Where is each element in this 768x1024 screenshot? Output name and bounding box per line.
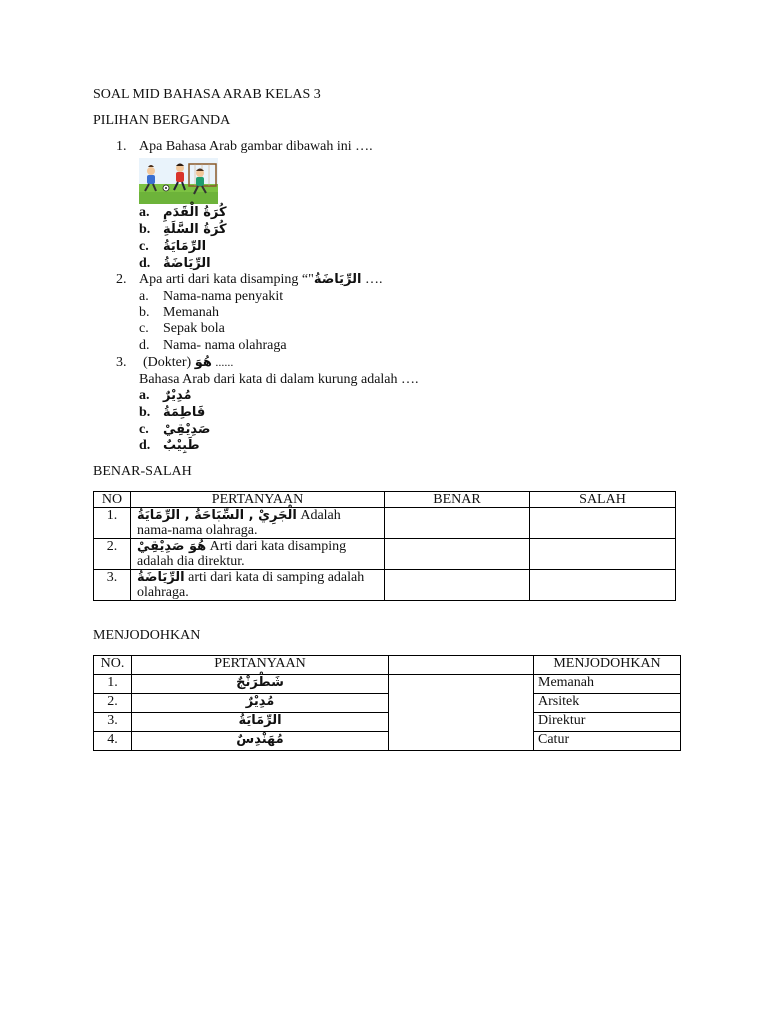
column-header-no: NO. bbox=[94, 656, 132, 675]
column-header-false: SALAH bbox=[530, 492, 676, 508]
matching-header-row bbox=[94, 656, 681, 675]
row-question-arabic: الْجَرِيْ , السِّبَاحَةُ , الرِّمَايَةُ bbox=[137, 508, 297, 523]
question-2-option-b-text: Memanah bbox=[163, 305, 219, 320]
question-3-option-c-letter: c. bbox=[139, 422, 149, 437]
row-question-text: Adalah bbox=[300, 508, 341, 523]
row-question-text: arti dari kata di samping adalah bbox=[188, 570, 365, 585]
column-header-no: NO bbox=[94, 492, 131, 508]
row-number: 1. bbox=[94, 675, 132, 694]
question-3-option-b-text: فَاطِمَةُ bbox=[163, 405, 206, 420]
row-question bbox=[131, 508, 385, 539]
section-heading-multiple-choice: PILIHAN BERGANDA bbox=[93, 113, 231, 128]
true-false-header-row bbox=[94, 492, 676, 508]
table-row bbox=[94, 508, 676, 539]
row-number: 2. bbox=[94, 694, 132, 713]
row-question bbox=[131, 570, 385, 601]
question-1-option-c-letter: c. bbox=[139, 239, 149, 254]
question-2-option-d-text: Nama- nama olahraga bbox=[163, 338, 287, 353]
false-answer-cell[interactable] bbox=[530, 570, 676, 601]
table-row bbox=[94, 570, 676, 601]
children-playing-football-image bbox=[139, 158, 218, 204]
question-1-option-d-text: الرِّيَاضَةُ bbox=[163, 256, 211, 271]
true-answer-cell[interactable] bbox=[385, 570, 530, 601]
row-question-arabic: مُهَنْدِسٌ bbox=[132, 732, 389, 751]
row-question-text-line-2: adalah dia direktur. bbox=[137, 554, 245, 569]
false-answer-cell[interactable] bbox=[530, 539, 676, 570]
question-2-arabic-word: الرِّيَاضَةُ bbox=[313, 272, 362, 287]
false-answer-cell[interactable] bbox=[530, 508, 676, 539]
row-question-arabic: الرِّيَاضَةُ bbox=[137, 570, 185, 585]
question-3-arabic-word: هُوَ bbox=[194, 355, 212, 370]
question-2-text bbox=[139, 272, 382, 288]
true-answer-cell[interactable] bbox=[385, 508, 530, 539]
row-question-arabic: الرِّمَايَةُ bbox=[132, 713, 389, 732]
table-row bbox=[94, 713, 681, 732]
question-3-number: 3. bbox=[116, 355, 127, 370]
question-2-text-prefix: Apa arti dari kata disamping “" bbox=[139, 272, 314, 287]
row-question-arabic: شَطْرَنْجٌ bbox=[132, 675, 389, 694]
question-3-option-c-text: صَدِيْقِيْ bbox=[163, 422, 211, 437]
question-3-option-a-text: مُدِيْرٌ bbox=[163, 388, 192, 403]
row-match-option: Direktur bbox=[534, 713, 681, 732]
question-2-option-c-text: Sepak bola bbox=[163, 321, 225, 336]
question-2-option-a-letter: a. bbox=[139, 289, 149, 304]
row-number: 3. bbox=[94, 570, 131, 601]
question-2-text-suffix: …. bbox=[361, 272, 383, 287]
column-header-blank bbox=[389, 656, 534, 675]
row-number: 2. bbox=[94, 539, 131, 570]
section-heading-matching: MENJODOHKAN bbox=[93, 628, 201, 643]
row-question bbox=[131, 539, 385, 570]
document-title: SOAL MID BAHASA ARAB KELAS 3 bbox=[93, 87, 321, 102]
table-row bbox=[94, 675, 681, 694]
question-1-number: 1. bbox=[116, 139, 127, 154]
question-3-text-prefix: (Dokter) bbox=[143, 355, 192, 370]
question-2-option-b-letter: b. bbox=[139, 305, 150, 320]
true-false-table bbox=[93, 491, 676, 601]
question-3-text bbox=[143, 355, 233, 371]
question-2-option-a-text: Nama-nama penyakit bbox=[163, 289, 284, 304]
question-1-option-a-letter: a. bbox=[139, 205, 150, 220]
column-header-question: PERTANYAAN bbox=[132, 656, 389, 675]
row-number: 1. bbox=[94, 508, 131, 539]
table-row bbox=[94, 732, 681, 751]
question-1-option-a-text: كُرَةُ الْقَدَمِ bbox=[163, 205, 227, 220]
question-1-option-b-letter: b. bbox=[139, 222, 151, 237]
row-number: 3. bbox=[94, 713, 132, 732]
question-3-text-suffix: ...... bbox=[215, 355, 234, 369]
row-question-text-line-2: olahraga. bbox=[137, 585, 189, 600]
table-row bbox=[94, 539, 676, 570]
question-3-option-b-letter: b. bbox=[139, 405, 151, 420]
question-2-option-d-letter: d. bbox=[139, 338, 150, 353]
question-3-option-d-letter: d. bbox=[139, 438, 151, 453]
row-question-arabic: هُوَ صَدِيْقِيْ bbox=[137, 539, 207, 554]
table-row bbox=[94, 694, 681, 713]
row-match-option: Arsitek bbox=[534, 694, 681, 713]
column-header-match: MENJODOHKAN bbox=[534, 656, 681, 675]
row-question-arabic: مُدِيْرٌ bbox=[132, 694, 389, 713]
question-3-line-2: Bahasa Arab dari kata di dalam kurung adalah …. bbox=[139, 372, 419, 387]
row-match-option: Catur bbox=[534, 732, 681, 751]
true-answer-cell[interactable] bbox=[385, 539, 530, 570]
question-2-number: 2. bbox=[116, 272, 127, 287]
question-2-option-c-letter: c. bbox=[139, 321, 149, 336]
question-1-text: Apa Bahasa Arab gambar dibawah ini …. bbox=[139, 139, 373, 154]
question-1-option-d-letter: d. bbox=[139, 256, 151, 271]
question-1-option-c-text: الرِّمَايَةُ bbox=[163, 239, 207, 254]
row-question-text: Arti dari kata disamping bbox=[209, 539, 347, 554]
section-heading-true-false: BENAR-SALAH bbox=[93, 464, 192, 479]
question-1-option-b-text: كُرَةُ السَّلَةِ bbox=[163, 222, 227, 237]
matching-answer-area[interactable] bbox=[389, 675, 534, 751]
row-match-option: Memanah bbox=[534, 675, 681, 694]
row-question-text-line-2: nama-nama olahraga. bbox=[137, 523, 258, 538]
column-header-true: BENAR bbox=[385, 492, 530, 508]
question-3-option-d-text: طَبِيْبٌ bbox=[163, 438, 200, 453]
column-header-question: PERTANYAAN bbox=[131, 492, 385, 508]
row-number: 4. bbox=[94, 732, 132, 751]
question-3-option-a-letter: a. bbox=[139, 388, 150, 403]
matching-table bbox=[93, 655, 681, 751]
